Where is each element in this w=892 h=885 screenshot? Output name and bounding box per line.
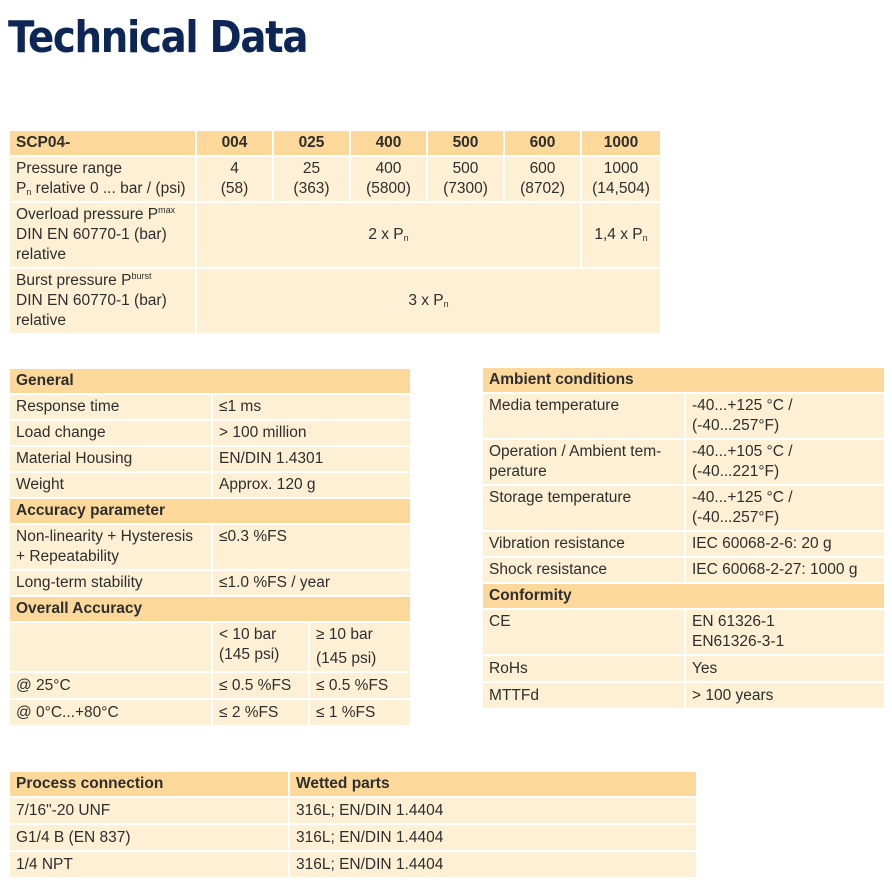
header-cell: 025 (274, 131, 351, 157)
pressure-range-row (10, 157, 660, 203)
table-row: @ 25°C ≤ 0.5 %FS ≤ 0.5 %FS (10, 673, 410, 700)
header-cell: Process connection (10, 772, 290, 798)
row-label (10, 157, 197, 203)
pressure-table (10, 131, 660, 335)
header-cell: Wetted parts (290, 772, 696, 798)
label-line: $P_n$ relative 0 ... bar / (psi) (16, 180, 186, 197)
section-header: Conformity (483, 584, 884, 610)
section-header: General (10, 369, 410, 395)
header-cell: 400 (351, 131, 428, 157)
table-row: G1/4 B (EN 837) 316L; EN/DIN 1.4404 (10, 825, 696, 852)
section-header: Accuracy parameter (10, 499, 410, 525)
table-row: Long-term stability ≤1.0 %FS / year (10, 571, 410, 597)
table-row: Vibration resistance IEC 60068-2-6: 20 g (483, 532, 884, 558)
section-header: Overall Accuracy (10, 597, 410, 623)
value-cell: 3 x $P_n$ (197, 269, 660, 335)
table-row: Storage temperature -40...+125 °C / (-40...257°F) (483, 486, 884, 532)
table-row: 7/16"-20 UNF 316L; EN/DIN 1.4404 (10, 798, 696, 825)
label-line: Pressure range (16, 160, 122, 177)
overload-row (10, 203, 660, 269)
value-cell: 2 x $P_n$ (197, 203, 582, 269)
value-cell: 4 (58) (197, 157, 274, 203)
ambient-table (483, 368, 884, 710)
table-row: Shock resistance IEC 60068-2-27: 1000 g (483, 558, 884, 584)
table-row: 1/4 NPT 316L; EN/DIN 1.4404 (10, 852, 696, 879)
table-row: Non-linearity + Hysteresis + Repeatability ≤0.3 %FS (10, 525, 410, 571)
burst-row (10, 269, 660, 335)
header-cell: 500 (428, 131, 505, 157)
table-row: Material Housing EN/DIN 1.4301 (10, 447, 410, 473)
section-header: Ambient conditions (483, 368, 884, 394)
header-cell: 004 (197, 131, 274, 157)
page-title: Technical Data (8, 12, 308, 63)
row-label: Overload pressure $P^{max}$ DIN EN 60770-1 (bar) relative (10, 203, 197, 269)
table-row: MTTFd > 100 years (483, 683, 884, 710)
table-row: < 10 bar (145 psi) ≥ 10 bar (145 psi) (10, 623, 410, 673)
value-cell: 25 (363) (274, 157, 351, 203)
row-label: Burst pressure $P^{burst}$ DIN EN 60770-1 (bar) relative (10, 269, 197, 335)
value-cell: 1,4 x $P_n$ (582, 203, 660, 269)
header-cell: 1000 (582, 131, 660, 157)
table-row: CE EN 61326-1 EN61326-3-1 (483, 610, 884, 656)
value-cell: 500 (7300) (428, 157, 505, 203)
table-row: Load change > 100 million (10, 421, 410, 447)
process-table (10, 772, 696, 879)
table-row: Operation / Ambient tem- perature -40...+105 °C / (-40...221°F) (483, 440, 884, 486)
value-cell: 1000 (14,504) (582, 157, 660, 203)
header-cell: 600 (505, 131, 582, 157)
value-cell: 600 (8702) (505, 157, 582, 203)
table-row: RoHs Yes (483, 656, 884, 683)
table-row: @ 0°C...+80°C ≤ 2 %FS ≤ 1 %FS (10, 700, 410, 727)
table-row: Weight Approx. 120 g (10, 473, 410, 499)
header-cell: SCP04- (10, 131, 197, 157)
table-row: Media temperature -40...+125 °C / (-40...257°F) (483, 394, 884, 440)
general-table (10, 369, 410, 727)
pressure-table-header (10, 131, 660, 157)
value-cell: 400 (5800) (351, 157, 428, 203)
table-row: Response time ≤1 ms (10, 395, 410, 421)
